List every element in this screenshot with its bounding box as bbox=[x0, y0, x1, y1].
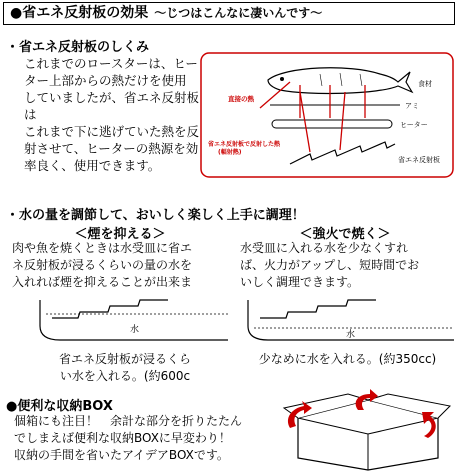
diagram-label-heater: ヒーター bbox=[400, 121, 428, 129]
left-caption bbox=[20, 351, 230, 385]
diagram-label-plate: 省エネ反射板 bbox=[398, 156, 440, 164]
right-title: ＜強火で焼く＞ bbox=[299, 227, 391, 242]
left-caption-line: い水を入れる。(約600c bbox=[59, 369, 191, 383]
left-caption-line: 省エネ反射板が浸るくら bbox=[58, 352, 191, 366]
storage-box-illustration bbox=[278, 388, 454, 472]
left-line: 肉や魚を焼くときは水受皿に省エ bbox=[12, 241, 193, 255]
diagram-label-net: アミ bbox=[405, 102, 419, 110]
section1-line: 射させて、ヒーターの熱源を効 bbox=[24, 141, 199, 156]
right-line: ば、火力がアップし、短時間でお bbox=[240, 258, 420, 272]
diagram-label-food: 食材 bbox=[418, 80, 432, 88]
left-line: 入れれば煙を抑えることが出来ま bbox=[12, 275, 193, 289]
reflector-diagram bbox=[200, 52, 454, 178]
heater-bar bbox=[272, 120, 392, 128]
diagram-label-reflect: 省エネ反射板で反射した熱 bbox=[208, 141, 281, 148]
tray-left-water-label: 水 bbox=[130, 325, 140, 335]
page-title bbox=[3, 2, 455, 25]
title-sub: ～じつはこんなに凄いんです～ bbox=[154, 6, 323, 20]
right-text bbox=[240, 240, 455, 291]
section1-line: これまでのロースターは、ヒー bbox=[24, 56, 198, 71]
diagram-label-direct: 直接の熱 bbox=[228, 95, 254, 103]
section1-heading: ・省エネ反射板のしくみ bbox=[6, 40, 150, 55]
diagram-label-reflect-sub: (輻射熱) bbox=[218, 149, 242, 156]
section3-line: でしまえば便利な収納BOXに早変わり！ bbox=[14, 431, 231, 445]
tray-right-water-label: 水 bbox=[346, 330, 356, 340]
section1-line: していましたが、省エネ反射板は bbox=[24, 90, 200, 122]
section1-line: これまで下に逃げていた熱を反 bbox=[24, 124, 200, 139]
left-title: ＜煙を抑える＞ bbox=[74, 227, 166, 242]
left-line: ネ反射板が浸るくらいの量の水を bbox=[12, 258, 193, 272]
section1-line: 率良く、使用できます。 bbox=[24, 158, 161, 173]
section3-line: 収納の手間を省いたアイデアBOXです。 bbox=[14, 448, 229, 462]
right-caption bbox=[240, 351, 455, 368]
tray-right-illustration bbox=[246, 296, 456, 346]
left-text bbox=[12, 240, 237, 291]
section1-text bbox=[24, 55, 199, 174]
section3-text bbox=[14, 413, 264, 464]
right-caption-line: 少なめに水を入れる。(約350cc) bbox=[258, 352, 437, 366]
right-line: 水受皿に入れる水を少なくすれ bbox=[240, 241, 409, 255]
section3-line: 個箱にも注目！ 余計な部分を折りたたん bbox=[14, 414, 243, 428]
section2-heading: ・水の量を調節して、おいしく楽しく上手に調理！ bbox=[6, 208, 305, 223]
tray-left-illustration bbox=[38, 296, 230, 346]
title-main: ●省エネ反射板の効果 bbox=[10, 5, 149, 21]
section3-heading: ●便利な収納BOX bbox=[6, 399, 113, 414]
right-line: いしく調理できます。 bbox=[240, 275, 360, 289]
section1-line: ター上部からの熱だけを使用 bbox=[24, 73, 187, 88]
